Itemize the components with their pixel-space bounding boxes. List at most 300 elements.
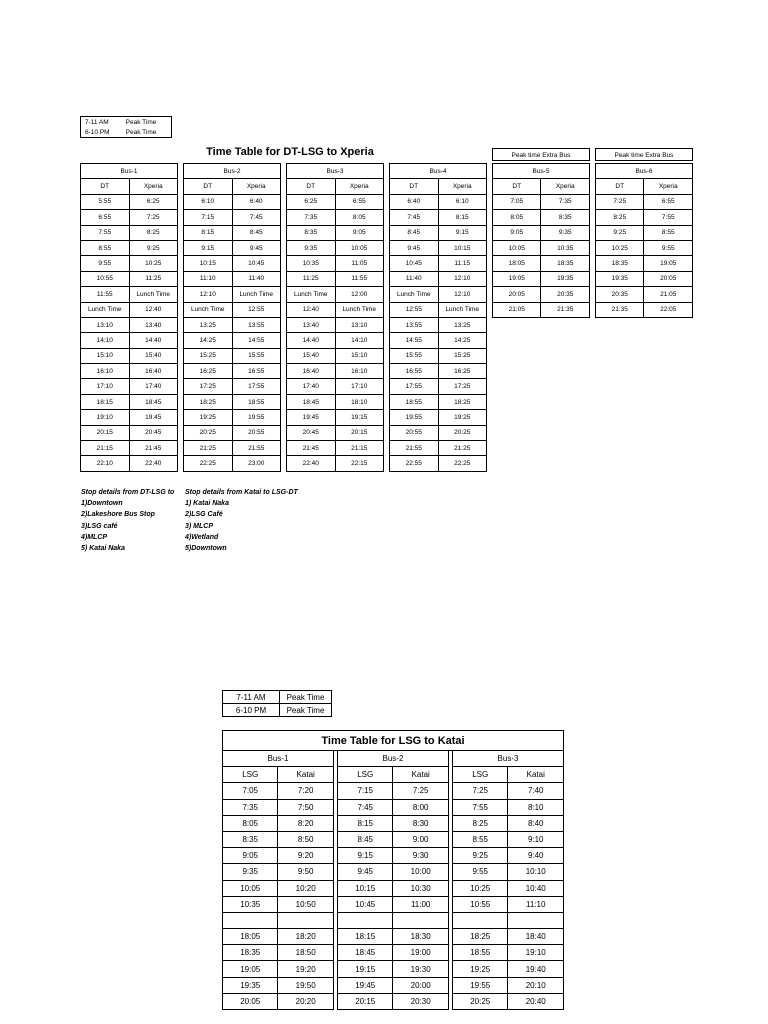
stops-dt-to-katai <box>81 487 174 554</box>
lsg-katai-title: Time Table for LSG to Katai <box>223 731 564 751</box>
time-cell: 20:55 <box>232 425 281 440</box>
legend-range: 6-10 PM <box>223 704 280 717</box>
time-cell: 12:40 <box>287 302 336 317</box>
time-cell: 22:25 <box>184 456 233 471</box>
table-row <box>81 364 178 379</box>
legend-range: 7-11 AM <box>223 691 280 704</box>
time-cell: 6:55 <box>335 194 384 209</box>
stop-item: 4)MLCP <box>81 533 108 541</box>
table-row <box>287 194 384 209</box>
time-cell: 14:55 <box>390 333 439 348</box>
table-row <box>287 425 384 440</box>
time-cell: 18:35 <box>596 256 644 271</box>
time-cell: 10:10 <box>508 864 564 880</box>
table-row <box>596 302 693 317</box>
table-row <box>493 256 590 271</box>
time-cell: 17:55 <box>390 379 439 394</box>
time-cell: 9:05 <box>493 225 541 240</box>
table-row <box>81 210 178 225</box>
time-cell: 7:25 <box>596 194 644 209</box>
bus-3-table <box>286 163 384 472</box>
column-header: LSG <box>453 767 508 783</box>
time-cell: 15:25 <box>438 348 487 363</box>
table-row <box>184 394 281 409</box>
table-row <box>390 287 487 302</box>
table-row <box>223 896 564 912</box>
stop-item: 2)LSG Café <box>185 511 223 519</box>
bus-name: Bus-3 <box>287 164 384 179</box>
time-cell: 7:35 <box>541 194 590 209</box>
table-row <box>493 271 590 286</box>
time-cell: 20:25 <box>184 425 233 440</box>
time-cell: 21:55 <box>232 441 281 456</box>
time-cell: 15:10 <box>81 348 130 363</box>
time-cell: 16:55 <box>390 364 439 379</box>
time-cell: 19:05 <box>644 256 693 271</box>
time-cell: 10:20 <box>278 880 333 896</box>
table-row <box>184 348 281 363</box>
time-cell: 8:40 <box>508 815 564 831</box>
time-cell: 13:40 <box>129 317 178 332</box>
time-cell: 8:15 <box>438 210 487 225</box>
time-cell: 6:55 <box>644 194 693 209</box>
time-cell: 18:20 <box>278 929 333 945</box>
legend-range: 6-10 PM <box>81 127 122 138</box>
legend-label: Peak Time <box>280 691 332 704</box>
bus-name-row <box>596 164 693 179</box>
time-cell: 9:05 <box>223 848 278 864</box>
table-row <box>184 364 281 379</box>
time-cell: 18:25 <box>184 394 233 409</box>
table-row <box>390 425 487 440</box>
table-row <box>81 394 178 409</box>
time-cell: 7:25 <box>393 783 448 799</box>
bus-name-row <box>81 164 178 179</box>
table-row <box>287 210 384 225</box>
time-cell: 6:25 <box>129 194 178 209</box>
time-cell: 19:05 <box>493 271 541 286</box>
table-row <box>184 240 281 255</box>
time-cell: 11:25 <box>287 271 336 286</box>
time-cell: 17:25 <box>438 379 487 394</box>
time-cell: 6:55 <box>81 210 130 225</box>
time-cell: 19:05 <box>223 961 278 977</box>
column-header: DT <box>493 179 541 194</box>
column-header: DT <box>390 179 439 194</box>
time-cell: 21:35 <box>541 302 590 317</box>
bus-2-table <box>183 163 281 472</box>
table-row <box>287 394 384 409</box>
lsg-katai-title-row <box>223 731 564 751</box>
lsg-katai-col-row <box>223 767 564 783</box>
table-row <box>287 271 384 286</box>
time-cell: 22:40 <box>287 456 336 471</box>
table-row <box>81 425 178 440</box>
time-cell: 10:40 <box>508 880 564 896</box>
time-cell: 9:40 <box>508 848 564 864</box>
time-cell: 18:55 <box>453 945 508 961</box>
time-cell: 18:40 <box>508 929 564 945</box>
table-row <box>493 302 590 317</box>
legend-label: Peak Time <box>122 127 172 138</box>
table-row <box>184 425 281 440</box>
column-header-row <box>287 179 384 194</box>
time-cell: 10:55 <box>453 896 508 912</box>
table-row <box>223 929 564 945</box>
table-row <box>287 379 384 394</box>
time-cell: 20:55 <box>390 425 439 440</box>
time-cell: 19:35 <box>596 271 644 286</box>
table-row <box>223 848 564 864</box>
time-cell: 15:10 <box>335 348 384 363</box>
table-row <box>390 240 487 255</box>
time-cell: 21:45 <box>287 441 336 456</box>
table-row <box>223 799 564 815</box>
table-row <box>287 302 384 317</box>
lsg-katai-table <box>222 730 564 1010</box>
time-cell: 21:35 <box>596 302 644 317</box>
time-cell: 6:25 <box>287 194 336 209</box>
legend-row <box>223 704 332 717</box>
column-header: Xperia <box>644 179 693 194</box>
bus-name-row <box>184 164 281 179</box>
legend-range: 7-11 AM <box>81 117 122 128</box>
time-cell: 18:05 <box>223 929 278 945</box>
time-cell: 22:05 <box>644 302 693 317</box>
table-row <box>493 225 590 240</box>
time-cell: 10:45 <box>390 256 439 271</box>
time-cell: 8:15 <box>184 225 233 240</box>
time-cell: 9:15 <box>438 225 487 240</box>
bus-name-row <box>287 164 384 179</box>
column-header: Xperia <box>129 179 178 194</box>
time-cell: 21:05 <box>644 287 693 302</box>
bus-5-table <box>492 163 590 318</box>
bus-name-row <box>390 164 487 179</box>
time-cell: 10:45 <box>338 896 393 912</box>
time-cell: 6:10 <box>438 194 487 209</box>
time-cell: 9:20 <box>278 848 333 864</box>
time-cell: 7:35 <box>223 799 278 815</box>
stop-item: 1)Downtown <box>81 500 123 508</box>
time-cell: 20:05 <box>644 271 693 286</box>
table-row <box>184 302 281 317</box>
table-row <box>184 256 281 271</box>
time-cell: 18:55 <box>232 394 281 409</box>
table-row <box>81 194 178 209</box>
time-cell <box>278 912 333 928</box>
bus-name: Bus-2 <box>338 751 449 767</box>
time-cell: 13:10 <box>81 317 130 332</box>
peak-time-legend-bottom <box>222 690 332 717</box>
table-row <box>184 271 281 286</box>
column-header-row <box>596 179 693 194</box>
time-cell: 17:40 <box>129 379 178 394</box>
time-cell: 8:55 <box>453 831 508 847</box>
time-cell: 19:30 <box>393 961 448 977</box>
stops-katai-to-dt <box>185 487 298 554</box>
time-cell: 11:10 <box>508 896 564 912</box>
time-cell: 20:40 <box>508 993 564 1009</box>
column-header-row <box>184 179 281 194</box>
time-cell: 7:15 <box>338 783 393 799</box>
column-header: Xperia <box>335 179 384 194</box>
table-row <box>596 287 693 302</box>
table-row <box>287 348 384 363</box>
stop-item: 4)Wetland <box>185 533 219 541</box>
time-cell: 9:35 <box>541 225 590 240</box>
time-cell: 20:25 <box>438 425 487 440</box>
time-cell: 9:10 <box>508 831 564 847</box>
time-cell: 7:20 <box>278 783 333 799</box>
time-cell: 8:55 <box>81 240 130 255</box>
time-cell: 20:10 <box>508 977 564 993</box>
time-cell: 8:35 <box>287 225 336 240</box>
table-row <box>81 333 178 348</box>
time-cell: 15:40 <box>129 348 178 363</box>
time-cell: 19:10 <box>81 410 130 425</box>
time-cell: 12:55 <box>390 302 439 317</box>
stop-item: 2)Lakeshore Bus Stop <box>81 511 155 519</box>
time-cell: 18:15 <box>338 929 393 945</box>
time-cell: 13:40 <box>287 317 336 332</box>
time-cell: Lunch Time <box>438 302 487 317</box>
column-header: DT <box>184 179 233 194</box>
table-row <box>390 348 487 363</box>
time-cell: 10:25 <box>596 240 644 255</box>
table-row <box>287 456 384 471</box>
time-cell <box>338 912 393 928</box>
bus-1-table <box>80 163 178 472</box>
legend-label: Peak Time <box>280 704 332 717</box>
time-cell: 9:45 <box>232 240 281 255</box>
column-header: Xperia <box>438 179 487 194</box>
time-cell: 7:05 <box>493 194 541 209</box>
bus-name: Bus-1 <box>81 164 178 179</box>
time-cell: 21:15 <box>81 441 130 456</box>
extra-bus-label-5: Peak time Extra Bus <box>492 148 590 161</box>
table-row <box>81 441 178 456</box>
time-cell: 10:55 <box>81 271 130 286</box>
time-cell: 6:40 <box>232 194 281 209</box>
time-cell: 21:45 <box>129 441 178 456</box>
column-header: DT <box>287 179 336 194</box>
table-row <box>390 456 487 471</box>
time-cell: 14:40 <box>129 333 178 348</box>
time-cell: 7:35 <box>287 210 336 225</box>
table-row <box>596 256 693 271</box>
table-row <box>223 880 564 896</box>
table-row <box>493 210 590 225</box>
time-cell: 20:15 <box>338 993 393 1009</box>
column-header: DT <box>81 179 130 194</box>
time-cell: 10:15 <box>184 256 233 271</box>
table-row <box>223 945 564 961</box>
table-row <box>287 225 384 240</box>
time-cell: 9:35 <box>223 864 278 880</box>
time-cell: 22:25 <box>438 456 487 471</box>
time-cell: 17:10 <box>81 379 130 394</box>
column-header: Katai <box>508 767 564 783</box>
time-cell: 8:20 <box>278 815 333 831</box>
table-row <box>184 194 281 209</box>
time-cell: 8:25 <box>129 225 178 240</box>
peak-time-legend-top <box>80 116 172 138</box>
bus-name: Bus-5 <box>493 164 590 179</box>
time-cell: 20:25 <box>453 993 508 1009</box>
time-cell <box>393 912 448 928</box>
time-cell: 7:05 <box>223 783 278 799</box>
table-row <box>184 441 281 456</box>
column-header-row <box>390 179 487 194</box>
table-row <box>390 333 487 348</box>
time-cell: 8:10 <box>508 799 564 815</box>
time-cell: 19:25 <box>438 410 487 425</box>
time-cell: 16:25 <box>438 364 487 379</box>
table-row <box>81 271 178 286</box>
time-cell: 19:45 <box>287 410 336 425</box>
time-cell: 11:40 <box>390 271 439 286</box>
time-cell: 9:25 <box>596 225 644 240</box>
time-cell: 9:15 <box>184 240 233 255</box>
time-cell: 21:55 <box>390 441 439 456</box>
time-cell: 20:30 <box>393 993 448 1009</box>
time-cell: 20:05 <box>493 287 541 302</box>
legend-row <box>223 691 332 704</box>
time-cell: 10:50 <box>278 896 333 912</box>
legend-label: Peak Time <box>122 117 172 128</box>
table-row <box>223 961 564 977</box>
table-row <box>287 287 384 302</box>
time-cell: 10:05 <box>335 240 384 255</box>
time-cell: 18:35 <box>541 256 590 271</box>
time-cell: 20:20 <box>278 993 333 1009</box>
time-cell: 19:25 <box>453 961 508 977</box>
time-cell: 16:10 <box>335 364 384 379</box>
time-cell: 20:35 <box>596 287 644 302</box>
table-row <box>596 210 693 225</box>
time-cell: 5:55 <box>81 194 130 209</box>
time-cell: 7:45 <box>338 799 393 815</box>
time-cell: 19:25 <box>184 410 233 425</box>
legend-row <box>81 117 172 128</box>
table-row <box>390 364 487 379</box>
time-cell: 9:55 <box>81 256 130 271</box>
table-row <box>390 394 487 409</box>
stops-title: Stop details from Katai to LSG-DT <box>185 489 298 496</box>
time-cell: 19:40 <box>508 961 564 977</box>
time-cell: 16:10 <box>81 364 130 379</box>
table-row <box>493 240 590 255</box>
time-cell: 19:55 <box>232 410 281 425</box>
time-cell: 11:05 <box>335 256 384 271</box>
time-cell: 6:10 <box>184 194 233 209</box>
table-row <box>596 225 693 240</box>
time-cell: 17:10 <box>335 379 384 394</box>
table-row <box>184 333 281 348</box>
table-row <box>390 302 487 317</box>
time-cell: 18:50 <box>278 945 333 961</box>
time-cell: 8:05 <box>223 815 278 831</box>
column-header-row <box>493 179 590 194</box>
table-row <box>223 912 564 928</box>
table-row <box>184 456 281 471</box>
stops-title: Stop details from DT-LSG to <box>81 489 175 496</box>
time-cell: 18:45 <box>129 394 178 409</box>
time-cell: 21:15 <box>335 441 384 456</box>
time-cell: 21:05 <box>493 302 541 317</box>
stop-item: 5) Katai Naka <box>81 545 125 553</box>
table-row <box>287 317 384 332</box>
time-cell: 16:40 <box>287 364 336 379</box>
table-row <box>184 210 281 225</box>
time-cell: 8:25 <box>596 210 644 225</box>
table-row <box>81 317 178 332</box>
table-row <box>81 256 178 271</box>
time-cell: 9:45 <box>338 864 393 880</box>
stop-item: 3) MLCP <box>185 522 213 530</box>
time-cell: 18:45 <box>287 394 336 409</box>
table-row <box>184 317 281 332</box>
time-cell: 18:55 <box>390 394 439 409</box>
time-cell: 8:35 <box>223 831 278 847</box>
time-cell: 22:55 <box>390 456 439 471</box>
table-row <box>390 210 487 225</box>
time-cell: Lunch Time <box>129 287 178 302</box>
column-header: Katai <box>278 767 333 783</box>
time-cell: 7:50 <box>278 799 333 815</box>
time-cell: Lunch Time <box>390 287 439 302</box>
time-cell: 20:45 <box>287 425 336 440</box>
dt-lsg-title: Time Table for DT-LSG to Xperia <box>206 146 374 158</box>
time-cell: 22:40 <box>129 456 178 471</box>
time-cell: 13:25 <box>438 317 487 332</box>
time-cell: 15:40 <box>287 348 336 363</box>
time-cell: 13:10 <box>335 317 384 332</box>
time-cell: 8:25 <box>453 815 508 831</box>
table-row <box>81 379 178 394</box>
bus-name-row <box>493 164 590 179</box>
time-cell: 19:10 <box>508 945 564 961</box>
table-row <box>81 348 178 363</box>
table-row <box>390 256 487 271</box>
time-cell: 14:25 <box>184 333 233 348</box>
time-cell: 13:55 <box>232 317 281 332</box>
time-cell: 12:10 <box>438 287 487 302</box>
time-cell: 17:40 <box>287 379 336 394</box>
time-cell: 7:55 <box>453 799 508 815</box>
time-cell: 9:55 <box>453 864 508 880</box>
time-cell: 10:00 <box>393 864 448 880</box>
time-cell: 10:05 <box>493 240 541 255</box>
time-cell: 18:30 <box>393 929 448 945</box>
column-header: DT <box>596 179 644 194</box>
time-cell: 19:15 <box>335 410 384 425</box>
table-row <box>223 977 564 993</box>
time-cell: Lunch Time <box>335 302 384 317</box>
time-cell: 21:25 <box>184 441 233 456</box>
table-row <box>81 225 178 240</box>
time-cell: 18:35 <box>223 945 278 961</box>
time-cell: 20:15 <box>81 425 130 440</box>
time-cell: 18:10 <box>335 394 384 409</box>
time-cell: 19:15 <box>338 961 393 977</box>
column-header: Xperia <box>541 179 590 194</box>
time-cell: 7:40 <box>508 783 564 799</box>
table-row <box>390 410 487 425</box>
table-row <box>390 225 487 240</box>
time-cell: 7:25 <box>453 783 508 799</box>
